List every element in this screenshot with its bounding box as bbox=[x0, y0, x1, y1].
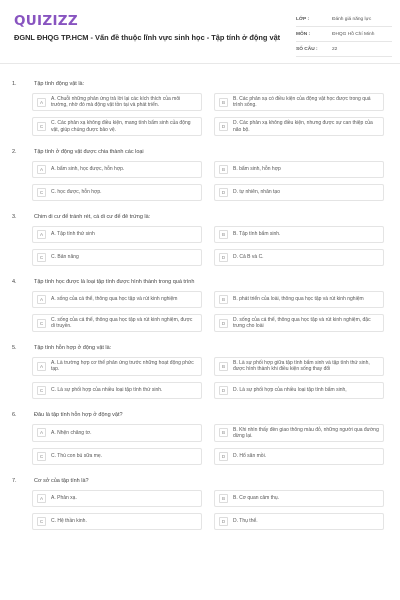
option-text: D. Cả B và C. bbox=[233, 254, 264, 261]
meta-label: SỐ CÂU : bbox=[296, 46, 318, 52]
meta-value: ĐHQG Hồ Chí Minh bbox=[332, 31, 375, 37]
option-letter: A bbox=[37, 428, 46, 437]
question-item bbox=[0, 78, 400, 136]
option-text: C. Thú con bú sữa mẹ. bbox=[51, 453, 103, 460]
question-text: Tập tính hỗn hợp ở động vật là: bbox=[34, 345, 112, 352]
question-item bbox=[0, 342, 400, 398]
question-header bbox=[0, 475, 400, 490]
option-text: A. Tập tính thứ sinh bbox=[51, 231, 95, 238]
answer-option-c[interactable] bbox=[32, 382, 202, 399]
answer-option-a[interactable] bbox=[32, 291, 202, 308]
question-text: Cơ sở của tập tính là? bbox=[34, 478, 89, 485]
option-letter: B bbox=[219, 230, 228, 239]
option-text: A. Nhện chăng tơ. bbox=[51, 429, 92, 436]
option-text: C. học được, hỗn hợp. bbox=[51, 189, 102, 196]
answer-option-c[interactable] bbox=[32, 184, 202, 201]
option-letter: D bbox=[219, 452, 228, 461]
answer-option-b[interactable] bbox=[214, 357, 384, 375]
option-letter: A bbox=[37, 295, 46, 304]
question-number: 4. bbox=[12, 278, 17, 285]
question-header bbox=[0, 409, 400, 424]
option-text: B. phát triển của loài, thông qua học tập và rút kinh nghiệm bbox=[233, 296, 364, 303]
option-letter: C bbox=[37, 517, 46, 526]
question-text: Đâu là tập tính hỗn hợp ở động vật? bbox=[34, 411, 123, 418]
meta-row-subject bbox=[296, 27, 392, 42]
option-letter: D bbox=[219, 188, 228, 197]
answer-option-c[interactable] bbox=[32, 314, 202, 332]
question-number: 7. bbox=[12, 478, 17, 485]
answer-option-b[interactable] bbox=[214, 226, 384, 243]
question-header bbox=[0, 342, 400, 357]
answer-option-b[interactable] bbox=[214, 424, 384, 442]
option-letter: B bbox=[219, 362, 228, 371]
answer-option-b[interactable] bbox=[214, 291, 384, 308]
question-text: Tập tính học được là loại tập tính được hình thành trong quá trình bbox=[34, 278, 195, 285]
option-letter: C bbox=[37, 386, 46, 395]
question-number: 5. bbox=[12, 345, 17, 352]
option-letter: D bbox=[219, 122, 228, 131]
worksheet-title: ĐGNL ĐHQG TP.HCM - Vấn đề thuộc lĩnh vực sinh học - Tập tính ở động vật bbox=[14, 33, 281, 42]
answer-options bbox=[32, 161, 384, 201]
header-divider bbox=[0, 63, 400, 64]
option-text: A. sống của cá thể, thông qua học tập và rút kinh nghiệm bbox=[51, 296, 178, 303]
option-text: A. bẩm sinh, học được, hỗn hợp. bbox=[51, 166, 125, 173]
quizizz-logo: QUIZIZZ bbox=[14, 13, 78, 29]
answer-options bbox=[32, 93, 384, 136]
question-number: 3. bbox=[12, 213, 17, 220]
option-text: B. Là sự phối hợp giữa tập tính bẩm sinh và tập tính thứ sinh, được hình thành khi điều kiện sống thay đổi bbox=[233, 360, 370, 373]
option-letter: A bbox=[37, 494, 46, 503]
worksheet-header bbox=[0, 0, 400, 70]
answer-option-b[interactable] bbox=[214, 161, 384, 178]
question-number: 6. bbox=[12, 411, 17, 418]
answer-option-d[interactable] bbox=[214, 382, 384, 399]
answer-option-d[interactable] bbox=[214, 448, 384, 465]
option-letter: B bbox=[219, 494, 228, 503]
answer-option-d[interactable] bbox=[214, 117, 384, 135]
option-letter: A bbox=[37, 98, 46, 107]
option-text: A. Là trường hợp cơ thể phản ứng trước những hoạt động phức tạp. bbox=[51, 360, 194, 373]
option-text: B. Khi nhìn thấy đèn giao thông màu đỏ, những người qua đường dừng lại. bbox=[233, 426, 379, 439]
option-letter: C bbox=[37, 122, 46, 131]
answer-option-b[interactable] bbox=[214, 490, 384, 507]
option-text: A. Chuỗi những phản ứng trả lời lại các kích thích của môi trường, nhờ đó mà động vật tồn tại và phát triển. bbox=[51, 96, 181, 109]
option-letter: A bbox=[37, 230, 46, 239]
option-text: B. Các phản xạ có điều kiện của động vật học được trong quá trình sống. bbox=[233, 96, 371, 109]
question-header bbox=[0, 78, 400, 93]
meta-value: 22 bbox=[332, 46, 338, 52]
option-text: B. Cơ quan cảm thụ. bbox=[233, 495, 280, 502]
option-text: C. Các phản xạ không điều kiện, mang tính bẩm sinh của động vật, giúp chúng được bảo vệ. bbox=[51, 120, 191, 133]
option-text: C. Hệ thần kinh. bbox=[51, 518, 87, 525]
question-item bbox=[0, 211, 400, 266]
answer-option-b[interactable] bbox=[214, 93, 384, 111]
option-text: D. tự nhiên, nhân tạo bbox=[233, 189, 280, 196]
answer-option-d[interactable] bbox=[214, 314, 384, 332]
option-text: C. sống của cá thể, thông qua học tập và rút kinh nghiệm, được di truyền. bbox=[51, 316, 193, 330]
option-letter: C bbox=[37, 188, 46, 197]
option-letter: A bbox=[37, 165, 46, 174]
option-text: A. Phản xạ. bbox=[51, 495, 77, 502]
meta-label: MÔN : bbox=[296, 31, 311, 37]
option-letter: D bbox=[219, 386, 228, 395]
option-text: D. Hổ săn mồi. bbox=[233, 453, 267, 460]
option-text: D. Thụ thể. bbox=[233, 518, 258, 525]
question-header bbox=[0, 211, 400, 226]
option-letter: C bbox=[37, 452, 46, 461]
option-letter: B bbox=[219, 428, 228, 437]
answer-options bbox=[32, 490, 384, 530]
question-text: Tập tính động vật là: bbox=[34, 81, 85, 87]
answer-option-c[interactable] bbox=[32, 448, 202, 465]
answer-option-a[interactable] bbox=[32, 226, 202, 243]
option-letter: C bbox=[37, 253, 46, 262]
option-text: D. Là sự phối hợp của nhiều loại tập tính bẩm sinh, bbox=[233, 387, 347, 394]
meta-row-question-count bbox=[296, 42, 392, 57]
option-letter: D bbox=[219, 253, 228, 262]
option-letter: D bbox=[219, 517, 228, 526]
question-item bbox=[0, 475, 400, 530]
answer-option-c[interactable] bbox=[32, 117, 202, 135]
option-letter: B bbox=[219, 295, 228, 304]
question-text: Tập tính ở động vật được chia thành các loại bbox=[34, 148, 144, 155]
answer-option-a[interactable] bbox=[32, 424, 202, 442]
question-item bbox=[0, 146, 400, 201]
answer-option-a[interactable] bbox=[32, 93, 202, 111]
option-letter: B bbox=[219, 165, 228, 174]
question-list bbox=[0, 78, 400, 540]
answer-option-d[interactable] bbox=[214, 184, 384, 201]
question-number: 2. bbox=[12, 148, 17, 155]
question-header bbox=[0, 276, 400, 291]
worksheet-meta bbox=[296, 12, 392, 57]
option-letter: C bbox=[37, 319, 46, 328]
answer-options bbox=[32, 291, 384, 332]
answer-option-d[interactable] bbox=[214, 513, 384, 530]
answer-options bbox=[32, 424, 384, 465]
option-text: D. Các phản xạ không điều kiện, nhưng được sự can thiệp của não bộ. bbox=[233, 120, 373, 133]
meta-value: Đánh giá năng lực bbox=[332, 16, 372, 22]
option-letter: A bbox=[37, 362, 46, 371]
question-header bbox=[0, 146, 400, 161]
answer-option-a[interactable] bbox=[32, 357, 202, 375]
option-text: D. sống của cá thể, thông qua học tập và rút kinh nghiệm, đặc trưng cho loài bbox=[233, 316, 371, 330]
answer-option-d[interactable] bbox=[214, 249, 384, 266]
option-text: C. Bản năng bbox=[51, 254, 79, 261]
answer-options bbox=[32, 226, 384, 266]
question-text: Chim di cư để tránh rét, cá di cư để đẻ trứng là: bbox=[34, 213, 151, 220]
question-item bbox=[0, 276, 400, 332]
option-letter: B bbox=[219, 98, 228, 107]
option-text: C. Là sự phối hợp của nhiều loại tập tính thứ sinh. bbox=[51, 387, 163, 394]
answer-options bbox=[32, 357, 384, 398]
option-text: B. bẩm sinh, hỗn hợp bbox=[233, 166, 281, 173]
answer-option-c[interactable] bbox=[32, 249, 202, 266]
answer-option-a[interactable] bbox=[32, 490, 202, 507]
question-number: 1. bbox=[12, 81, 17, 87]
option-text: B. Tập tính bẩm sinh. bbox=[233, 231, 281, 238]
meta-label: LỚP : bbox=[296, 16, 310, 22]
option-letter: D bbox=[219, 319, 228, 328]
answer-option-a[interactable] bbox=[32, 161, 202, 178]
answer-option-c[interactable] bbox=[32, 513, 202, 530]
meta-row-class bbox=[296, 12, 392, 27]
question-item bbox=[0, 409, 400, 465]
